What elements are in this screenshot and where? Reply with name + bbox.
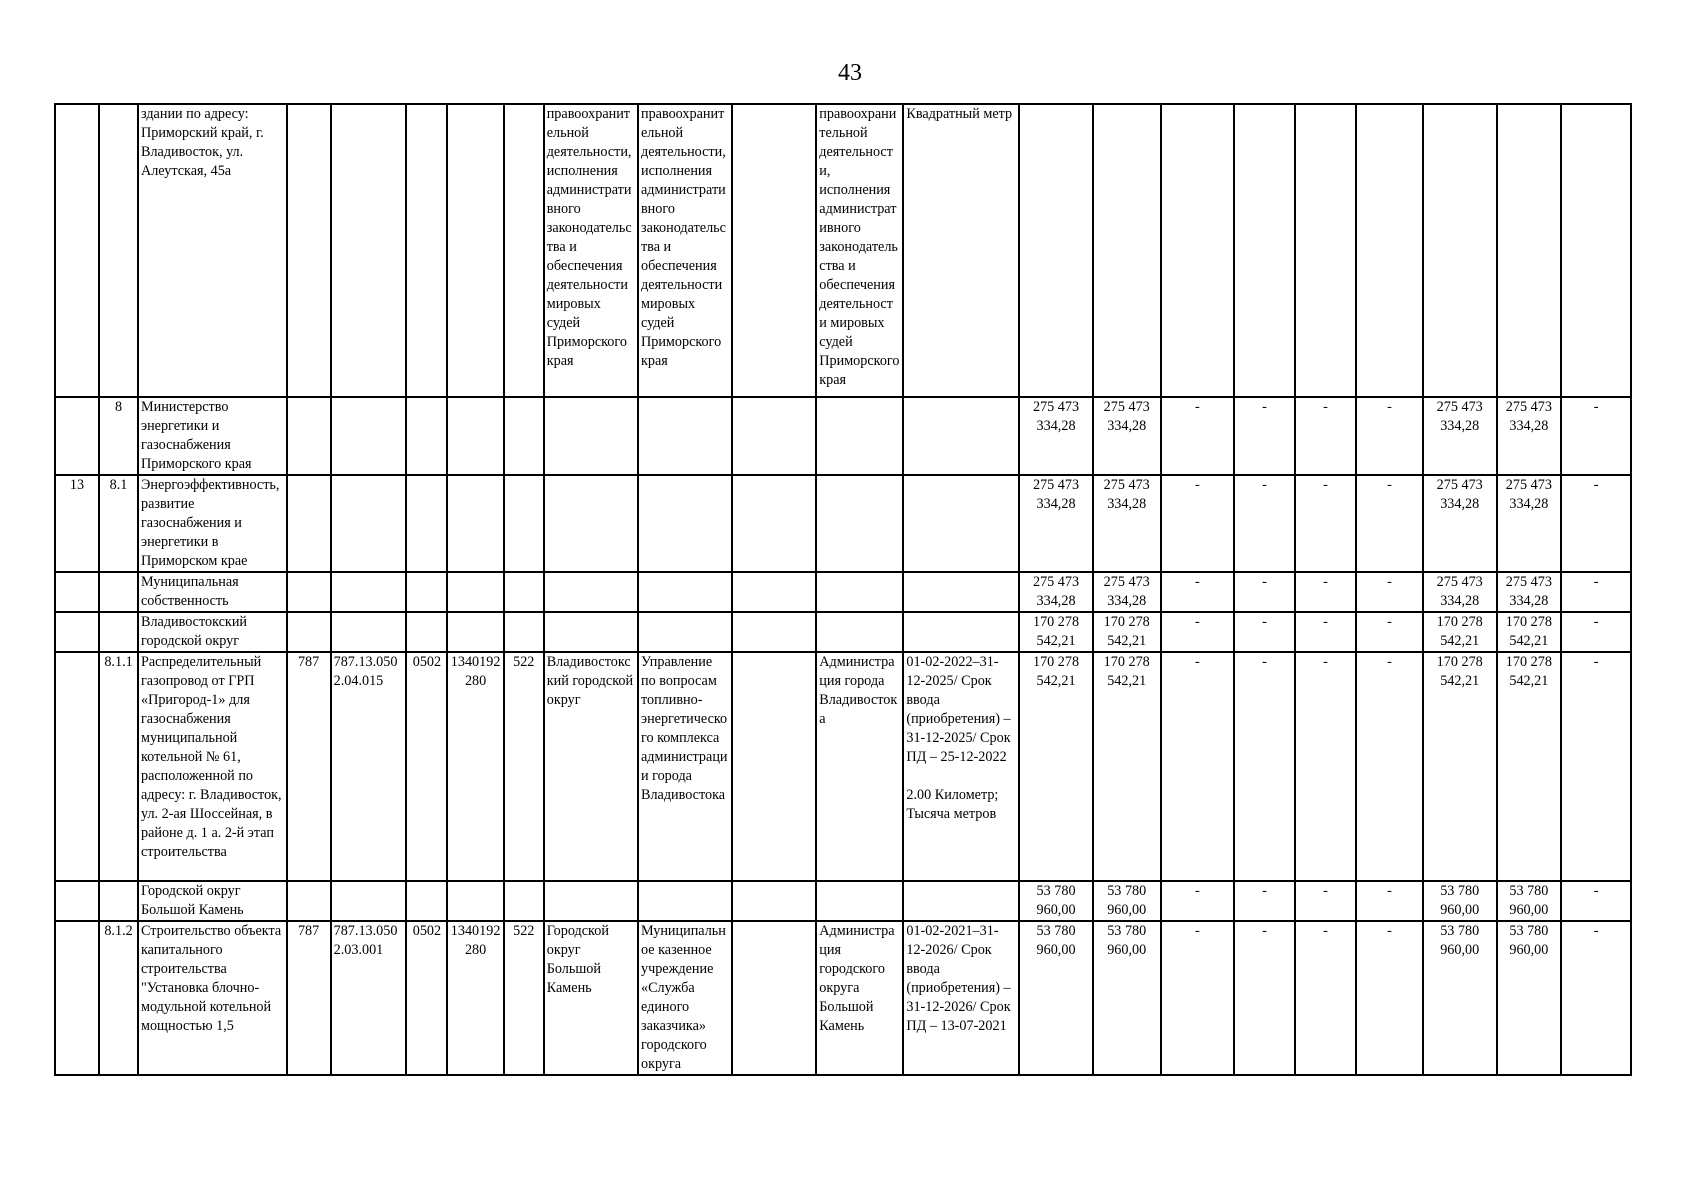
amount-col4: - — [1234, 475, 1294, 572]
table-row — [55, 652, 1631, 881]
expense-type-code: 522 — [504, 921, 544, 1075]
object-name: Муниципальная собственность — [138, 572, 287, 612]
amount-year: 275 473 334,28 — [1093, 572, 1161, 612]
amount-col9: - — [1561, 572, 1631, 612]
row-code — [99, 572, 138, 612]
amount-col6: - — [1356, 612, 1423, 652]
developer: Управление по вопросам топливно-энергетического комплекса администрации города Владивостока — [638, 652, 732, 881]
amount-col5 — [1295, 104, 1356, 397]
expense-type-code — [504, 881, 544, 921]
amount-col6: - — [1356, 881, 1423, 921]
section-code — [406, 397, 447, 475]
target-code: 1340192280 — [447, 652, 503, 881]
table-row — [55, 612, 1631, 652]
amount-col7: 170 278 542,21 — [1423, 612, 1497, 652]
customer — [544, 397, 638, 475]
amount-year: 53 780 960,00 — [1093, 881, 1161, 921]
section-code — [406, 104, 447, 397]
expense-type-code — [504, 572, 544, 612]
empty-cell — [732, 572, 816, 612]
amount-col9: - — [1561, 881, 1631, 921]
empty-cell — [732, 397, 816, 475]
amount-total: 53 780 960,00 — [1019, 921, 1093, 1075]
section-code — [406, 572, 447, 612]
kcsr-code — [331, 612, 407, 652]
amount-col4 — [1234, 104, 1294, 397]
amount-col8: 170 278 542,21 — [1497, 652, 1562, 881]
amount-col7: 53 780 960,00 — [1423, 921, 1497, 1075]
row-code: 8 — [99, 397, 138, 475]
expense-type-code — [504, 475, 544, 572]
kcsr-code — [331, 397, 407, 475]
amount-col3: - — [1161, 881, 1235, 921]
amount-col3: - — [1161, 652, 1235, 881]
empty-cell — [732, 652, 816, 881]
amount-col9 — [1561, 104, 1631, 397]
grbs-code — [287, 475, 331, 572]
owner — [816, 475, 903, 572]
row-code: 8.1.2 — [99, 921, 138, 1075]
row-number — [55, 652, 99, 881]
row-code: 8.1 — [99, 475, 138, 572]
section-code: 0502 — [406, 921, 447, 1075]
kcsr-code — [331, 881, 407, 921]
amount-total: 275 473 334,28 — [1019, 397, 1093, 475]
object-name: Владивостокский городской округ — [138, 612, 287, 652]
expense-type-code: 522 — [504, 652, 544, 881]
table-row — [55, 572, 1631, 612]
row-code — [99, 104, 138, 397]
grbs-code — [287, 572, 331, 612]
developer — [638, 612, 732, 652]
amount-col7: 170 278 542,21 — [1423, 652, 1497, 881]
developer — [638, 572, 732, 612]
period-cell — [903, 652, 1019, 881]
amount-col3: - — [1161, 397, 1235, 475]
amount-col6: - — [1356, 397, 1423, 475]
amount-total: 53 780 960,00 — [1019, 881, 1093, 921]
target-code — [447, 104, 503, 397]
amount-col4: - — [1234, 652, 1294, 881]
page-number: 43 — [838, 60, 862, 86]
amount-col9: - — [1561, 612, 1631, 652]
period: 01-02-2021–31-12-2026/ Срок ввода (приобретения) – 31-12-2026/ Срок ПД – 13-07-2021 — [903, 921, 1019, 1075]
owner — [816, 572, 903, 612]
amount-col4: - — [1234, 881, 1294, 921]
expense-type-code — [504, 612, 544, 652]
amount-year: 170 278 542,21 — [1093, 612, 1161, 652]
amount-year: 170 278 542,21 — [1093, 652, 1161, 881]
amount-col5: - — [1295, 652, 1356, 881]
amount-col8: 275 473 334,28 — [1497, 475, 1562, 572]
customer: Городской округ Большой Камень — [544, 921, 638, 1075]
developer — [638, 881, 732, 921]
section-code — [406, 475, 447, 572]
amount-col3: - — [1161, 921, 1235, 1075]
amount-col7: 53 780 960,00 — [1423, 881, 1497, 921]
developer — [638, 475, 732, 572]
amount-col6: - — [1356, 572, 1423, 612]
object-name: Городской округ Большой Камень — [138, 881, 287, 921]
amount-col4: - — [1234, 572, 1294, 612]
amount-col3: - — [1161, 475, 1235, 572]
row-number — [55, 921, 99, 1075]
amount-col6: - — [1356, 652, 1423, 881]
amount-col7 — [1423, 104, 1497, 397]
owner — [816, 881, 903, 921]
grbs-code: 787 — [287, 921, 331, 1075]
amount-col4: - — [1234, 397, 1294, 475]
amount-col9: - — [1561, 397, 1631, 475]
amount-col4: - — [1234, 921, 1294, 1075]
row-number — [55, 572, 99, 612]
customer — [544, 612, 638, 652]
owner — [816, 612, 903, 652]
target-code: 1340192280 — [447, 921, 503, 1075]
kcsr-code: 787.13.0502.03.001 — [331, 921, 407, 1075]
expense-type-code — [504, 397, 544, 475]
empty-cell — [732, 881, 816, 921]
amount-col5: - — [1295, 881, 1356, 921]
amount-total — [1019, 104, 1093, 397]
object-name: здании по адресу: Приморский край, г. Владивосток, ул. Алеутская, 45а — [138, 104, 287, 397]
object-name: Энергоэффективность, развитие газоснабжения и энергетики в Приморском крае — [138, 475, 287, 572]
table-row — [55, 104, 1631, 397]
amount-year: 275 473 334,28 — [1093, 397, 1161, 475]
owner: Администрация города Владивостока — [816, 652, 903, 881]
amount-col5: - — [1295, 397, 1356, 475]
amount-col3: - — [1161, 612, 1235, 652]
customer: Владивостокский городской округ — [544, 652, 638, 881]
owner: Администрация городского округа Большой Камень — [816, 921, 903, 1075]
period — [903, 572, 1019, 612]
customer: правоохранительной деятельности, исполнения административного законодательства и обеспечения деятельности мировых судей Приморского края — [544, 104, 638, 397]
target-code — [447, 475, 503, 572]
amount-col6 — [1356, 104, 1423, 397]
amount-col6: - — [1356, 475, 1423, 572]
developer: правоохранительной деятельности, исполнения административного законодательства и обеспечения деятельности мировых судей Приморского края — [638, 104, 732, 397]
section-code: 0502 — [406, 652, 447, 881]
developer — [638, 397, 732, 475]
amount-col4: - — [1234, 612, 1294, 652]
amount-col9: - — [1561, 475, 1631, 572]
target-code — [447, 397, 503, 475]
period: 01-02-2022–31-12-2025/ Срок ввода (приобретения) – 31-12-2025/ Срок ПД – 25-12-2022 — [906, 654, 1011, 765]
amount-col8: 275 473 334,28 — [1497, 397, 1562, 475]
row-number — [55, 397, 99, 475]
amount-col5: - — [1295, 475, 1356, 572]
amount-col7: 275 473 334,28 — [1423, 572, 1497, 612]
amount-col5: - — [1295, 612, 1356, 652]
table-row — [55, 397, 1631, 475]
object-name: Распределительный газопровод от ГРП «Пригород-1» для газоснабжения муниципальной котельной № 61, расположенной по адресу: г. Владивосток, ул. 2-ая Шоссейная, в районе д. 1 а. 2-й этап строительства — [138, 652, 287, 881]
row-number — [55, 104, 99, 397]
kcsr-code — [331, 104, 407, 397]
amount-col8: 53 780 960,00 — [1497, 921, 1562, 1075]
period — [903, 881, 1019, 921]
owner: правоохранительной деятельности, исполнения административного законодательства и обеспечения деятельности мировых судей Приморского края — [816, 104, 903, 397]
amount-col9: - — [1561, 652, 1631, 881]
target-code — [447, 572, 503, 612]
empty-cell — [732, 612, 816, 652]
empty-cell — [732, 921, 816, 1075]
amount-total: 275 473 334,28 — [1019, 475, 1093, 572]
owner — [816, 397, 903, 475]
developer: Муниципальное казенное учреждение «Служба единого заказчика» городского округа — [638, 921, 732, 1075]
amount-year — [1093, 104, 1161, 397]
customer — [544, 475, 638, 572]
grbs-code — [287, 612, 331, 652]
customer — [544, 572, 638, 612]
row-code: 8.1.1 — [99, 652, 138, 881]
section-code — [406, 612, 447, 652]
grbs-code — [287, 104, 331, 397]
amount-col7: 275 473 334,28 — [1423, 475, 1497, 572]
period — [903, 475, 1019, 572]
period: Квадратный метр — [903, 104, 1019, 397]
row-code — [99, 612, 138, 652]
amount-total: 170 278 542,21 — [1019, 652, 1093, 881]
row-number — [55, 881, 99, 921]
period — [903, 612, 1019, 652]
amount-col3: - — [1161, 572, 1235, 612]
amount-col7: 275 473 334,28 — [1423, 397, 1497, 475]
customer — [544, 881, 638, 921]
amount-col6: - — [1356, 921, 1423, 1075]
empty-cell — [732, 104, 816, 397]
amount-col8: 170 278 542,21 — [1497, 612, 1562, 652]
empty-cell — [732, 475, 816, 572]
period — [903, 397, 1019, 475]
section-code — [406, 881, 447, 921]
table-row — [55, 475, 1631, 572]
row-code — [99, 881, 138, 921]
kcsr-code — [331, 572, 407, 612]
table-row — [55, 921, 1631, 1075]
amount-col9: - — [1561, 921, 1631, 1075]
amount-total: 275 473 334,28 — [1019, 572, 1093, 612]
kcsr-code: 787.13.0502.04.015 — [331, 652, 407, 881]
kcsr-code — [331, 475, 407, 572]
expense-type-code — [504, 104, 544, 397]
amount-col5: - — [1295, 572, 1356, 612]
object-name: Министерство энергетики и газоснабжения Приморского края — [138, 397, 287, 475]
target-code — [447, 612, 503, 652]
table-row — [55, 881, 1631, 921]
amount-year: 53 780 960,00 — [1093, 921, 1161, 1075]
amount-total: 170 278 542,21 — [1019, 612, 1093, 652]
amount-col5: - — [1295, 921, 1356, 1075]
amount-year: 275 473 334,28 — [1093, 475, 1161, 572]
amount-col3 — [1161, 104, 1235, 397]
grbs-code — [287, 881, 331, 921]
amount-col8 — [1497, 104, 1562, 397]
amount-col8: 53 780 960,00 — [1497, 881, 1562, 921]
row-number — [55, 612, 99, 652]
measure-unit: 2.00 Километр; Тысяча метров — [906, 787, 999, 822]
grbs-code — [287, 397, 331, 475]
grbs-code: 787 — [287, 652, 331, 881]
object-name: Строительство объекта капитального строительства "Установка блочно-модульной котельной мощностью 1,5 — [138, 921, 287, 1075]
row-number: 13 — [55, 475, 99, 572]
amount-col8: 275 473 334,28 — [1497, 572, 1562, 612]
investment-table — [54, 103, 1632, 1076]
target-code — [447, 881, 503, 921]
